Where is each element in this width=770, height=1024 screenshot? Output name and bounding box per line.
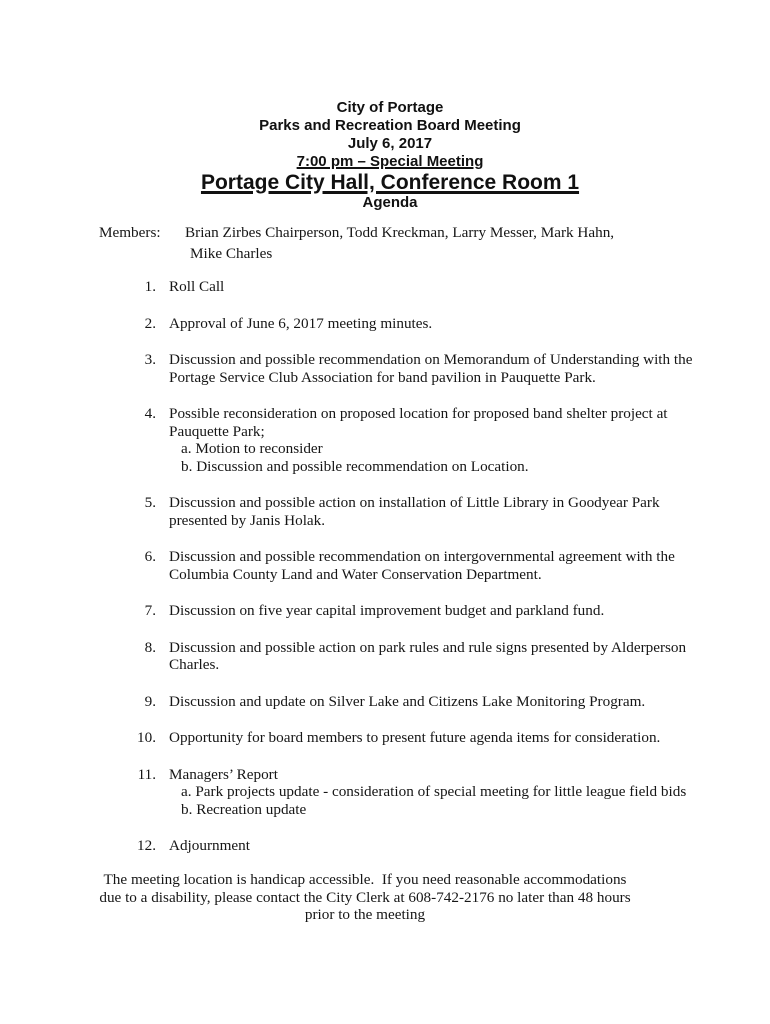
item-number: 10.: [137, 729, 156, 746]
header-agenda-label: Agenda: [362, 194, 418, 211]
agenda-item-9: [144, 692, 699, 711]
item-text: Discussion and possible recommendation on Memorandum of Understanding with the Portage Service Club Association for band pavilion in Pauquette Park.: [169, 351, 693, 386]
agenda-item-5: [144, 494, 699, 529]
agenda-list: [137, 278, 729, 874]
item-number: 12.: [137, 837, 156, 854]
agenda-item-3: [144, 351, 699, 386]
agenda-item-6: [144, 548, 699, 583]
header-location: Portage City Hall, Conference Room 1: [200, 171, 580, 194]
item-text: Discussion on five year capital improvement budget and parkland fund.: [169, 602, 605, 619]
agenda-subitem-11a: a. Park projects update - consideration of special meeting for little league field bids: [181, 783, 687, 800]
item-text: Discussion and possible action on park rules and rule signs presented by Alderperson Charles.: [169, 638, 687, 673]
item-text: Roll Call: [169, 278, 225, 295]
members-label: Members:: [99, 224, 161, 241]
item-number: 4.: [144, 405, 156, 422]
agenda-item-7: [144, 602, 699, 620]
agenda-item-1: [144, 278, 699, 296]
header-board-name: Parks and Recreation Board Meeting: [259, 117, 521, 134]
item-text: Adjournment: [169, 837, 250, 854]
item-number: 3.: [144, 351, 156, 368]
accessibility-note: [8, 871, 722, 924]
item-text: Possible reconsideration on proposed location for proposed band shelter project at Pauquette Park;: [169, 405, 668, 440]
item-number: 9.: [144, 692, 156, 710]
members-names-line: Brian Zirbes Chairperson, Todd Kreckman, Larry Messer, Mark Hahn,: [185, 224, 615, 241]
item-number: 6.: [144, 548, 156, 565]
item-text: Discussion and update on Silver Lake and Citizens Lake Monitoring Program.: [169, 692, 646, 710]
header-time-meeting-type: 7:00 pm – Special Meeting: [296, 153, 484, 170]
item-number: 7.: [144, 602, 156, 619]
header-city: City of Portage: [336, 99, 444, 116]
item-number: 5.: [144, 494, 156, 511]
members-names-line: Mike Charles: [190, 244, 273, 262]
agenda-subitem-4b: b. Discussion and possible recommendation on Location.: [181, 457, 529, 475]
accessibility-note-line: prior to the meeting: [304, 906, 426, 923]
document-header: [0, 99, 770, 212]
agenda-item-11: [137, 765, 699, 819]
agenda-item-2: [144, 314, 699, 333]
agenda-item-12: [137, 837, 699, 855]
members-names: [185, 223, 725, 264]
item-text: Managers’ Report: [169, 765, 278, 783]
accessibility-note-line: due to a disability, please contact the City Clerk at 608-742-2176 no later than 48 hours: [99, 888, 631, 906]
item-text: Approval of June 6, 2017 meeting minutes.: [169, 314, 433, 332]
item-number: 1.: [144, 278, 156, 295]
accessibility-note-line: The meeting location is handicap accessible. If you need reasonable accommodations: [103, 871, 627, 888]
agenda-item-10: [137, 729, 699, 747]
agenda-subitem-4a: a. Motion to reconsider: [181, 440, 323, 457]
agenda-item-8: [144, 638, 699, 674]
item-text: Discussion and possible recommendation on intergovernmental agreement with the Columbia County Land and Water Conservation Department.: [169, 548, 675, 583]
item-text: Discussion and possible action on installation of Little Library in Goodyear Park presented by Janis Holak.: [169, 494, 660, 529]
item-number: 11.: [137, 765, 156, 783]
item-number: 2.: [144, 314, 156, 332]
item-number: 8.: [144, 638, 156, 656]
item-text: Opportunity for board members to present future agenda items for consideration.: [169, 729, 661, 746]
agenda-subitem-11b: b. Recreation update: [181, 800, 307, 818]
header-date: July 6, 2017: [347, 135, 433, 152]
agenda-item-4: [144, 405, 699, 475]
